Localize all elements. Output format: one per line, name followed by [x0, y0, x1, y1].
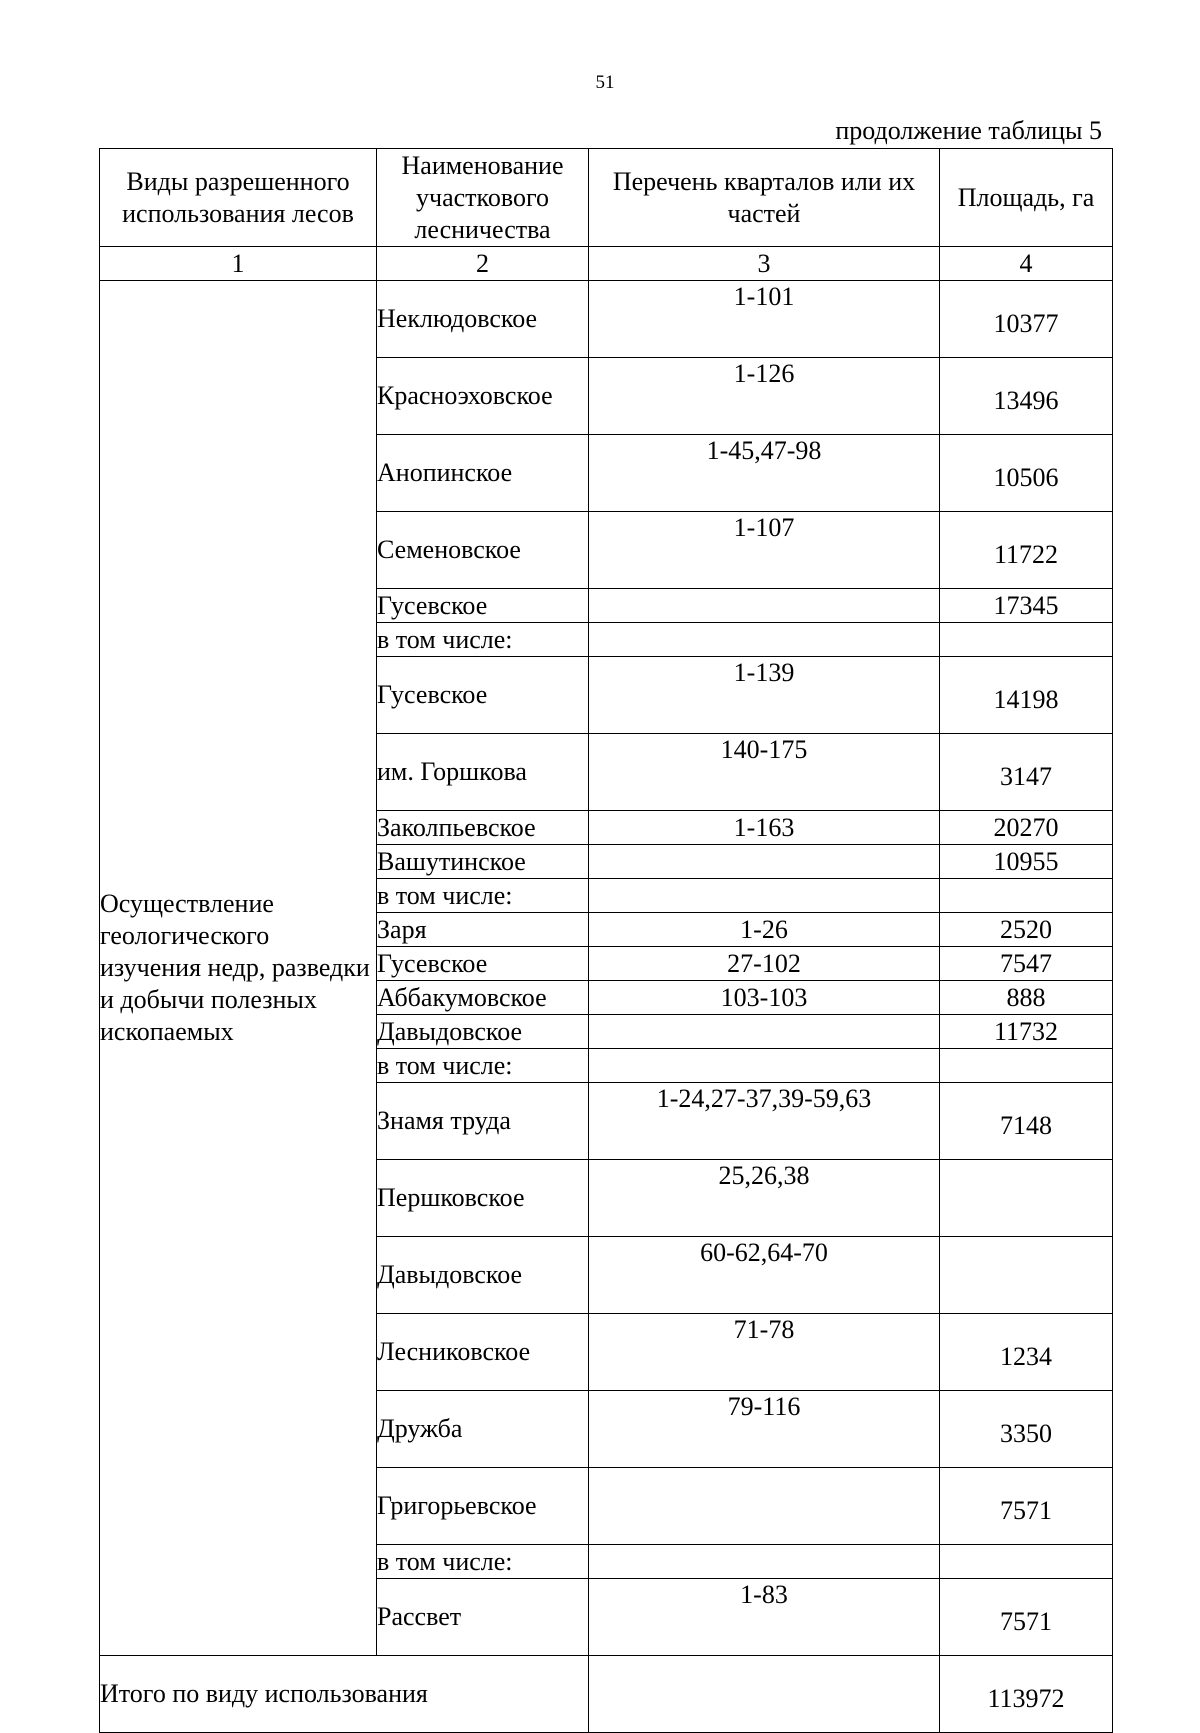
area: [940, 1049, 1113, 1083]
quarters: [589, 1545, 940, 1579]
quarters: 25,26,38: [589, 1160, 940, 1237]
quarters: 1-101: [589, 281, 940, 358]
quarters: 1-139: [589, 657, 940, 734]
area: 13496: [940, 358, 1113, 435]
forestry-name: Красноэховское: [377, 358, 589, 435]
area: [940, 879, 1113, 913]
forestry-name: Неклюдовское: [377, 281, 589, 358]
area: 7571: [940, 1579, 1113, 1656]
forestry-name: Гусевское: [377, 657, 589, 734]
total-quarters: [589, 1656, 940, 1733]
area: [940, 1545, 1113, 1579]
quarters: 1-26: [589, 913, 940, 947]
quarters: 1-83: [589, 1579, 940, 1656]
quarters: 1-45,47-98: [589, 435, 940, 512]
area: 888: [940, 981, 1113, 1015]
area: 7571: [940, 1468, 1113, 1545]
quarters: 1-126: [589, 358, 940, 435]
header-forestry-name: Наименование участкового лесничества: [377, 149, 589, 247]
column-number-row: [100, 247, 1113, 281]
forestry-name: Анопинское: [377, 435, 589, 512]
area: 11722: [940, 512, 1113, 589]
area: 20270: [940, 811, 1113, 845]
forestry-name: Давыдовское: [377, 1237, 589, 1314]
area: 3147: [940, 734, 1113, 811]
column-number: 4: [940, 247, 1113, 281]
including-label: в том числе:: [377, 879, 589, 913]
forestry-name: Давыдовское: [377, 1015, 589, 1049]
area: 17345: [940, 589, 1113, 623]
quarters: 27-102: [589, 947, 940, 981]
quarters: [589, 1015, 940, 1049]
forestry-name: Заколпьевское: [377, 811, 589, 845]
column-number: 2: [377, 247, 589, 281]
column-number: 3: [589, 247, 940, 281]
quarters: 60-62,64-70: [589, 1237, 940, 1314]
area: 10377: [940, 281, 1113, 358]
forestry-name: Гусевское: [377, 589, 589, 623]
quarters: [589, 1049, 940, 1083]
usage-type-cell: Осуществление геологического изучения недр, разведки и добычи полезных ископаемых: [100, 281, 377, 1656]
quarters: 140-175: [589, 734, 940, 811]
quarters: 1-107: [589, 512, 940, 589]
quarters: [589, 1468, 940, 1545]
quarters: 103-103: [589, 981, 940, 1015]
table-continuation-caption: продолжение таблицы 5: [835, 116, 1102, 145]
header-usage-type: Виды разрешенного использования лесов: [100, 149, 377, 247]
quarters: [589, 589, 940, 623]
total-row: [100, 1656, 1113, 1733]
area: 1234: [940, 1314, 1113, 1391]
table-row: [100, 281, 1113, 358]
quarters: [589, 845, 940, 879]
area: [940, 1237, 1113, 1314]
quarters: 71-78: [589, 1314, 940, 1391]
total-label: Итого по виду использования: [100, 1656, 589, 1733]
forestry-name: Першковское: [377, 1160, 589, 1237]
quarters: [589, 879, 940, 913]
area: [940, 1160, 1113, 1237]
page-number: 51: [595, 72, 615, 93]
header-area: Площадь, га: [940, 149, 1113, 247]
forestry-name: Дружба: [377, 1391, 589, 1468]
area: [940, 623, 1113, 657]
area: 7148: [940, 1083, 1113, 1160]
including-label: в том числе:: [377, 1545, 589, 1579]
quarters: [589, 623, 940, 657]
area: 11732: [940, 1015, 1113, 1049]
forestry-name: Вашутинское: [377, 845, 589, 879]
including-label: в том числе:: [377, 1049, 589, 1083]
area: 10506: [940, 435, 1113, 512]
forestry-name: Григорьевское: [377, 1468, 589, 1545]
quarters: 1-24,27-37,39-59,63: [589, 1083, 940, 1160]
forestry-name: Лесниковское: [377, 1314, 589, 1391]
forestry-name: Заря: [377, 913, 589, 947]
forestry-name: Аббакумовское: [377, 981, 589, 1015]
forestry-name: Рассвет: [377, 1579, 589, 1656]
table-header-row: [100, 149, 1113, 247]
area: 3350: [940, 1391, 1113, 1468]
forestry-name: Знамя труда: [377, 1083, 589, 1160]
forestry-name: им. Горшкова: [377, 734, 589, 811]
forestry-name: Семеновское: [377, 512, 589, 589]
forestry-name: Гусевское: [377, 947, 589, 981]
quarters: 79-116: [589, 1391, 940, 1468]
quarters: 1-163: [589, 811, 940, 845]
header-quarters: Перечень кварталов или их частей: [589, 149, 940, 247]
area: 14198: [940, 657, 1113, 734]
area: 7547: [940, 947, 1113, 981]
including-label: в том числе:: [377, 623, 589, 657]
area: 10955: [940, 845, 1113, 879]
total-area: 113972: [940, 1656, 1113, 1733]
forest-usage-table: [99, 148, 1113, 1733]
column-number: 1: [100, 247, 377, 281]
area: 2520: [940, 913, 1113, 947]
